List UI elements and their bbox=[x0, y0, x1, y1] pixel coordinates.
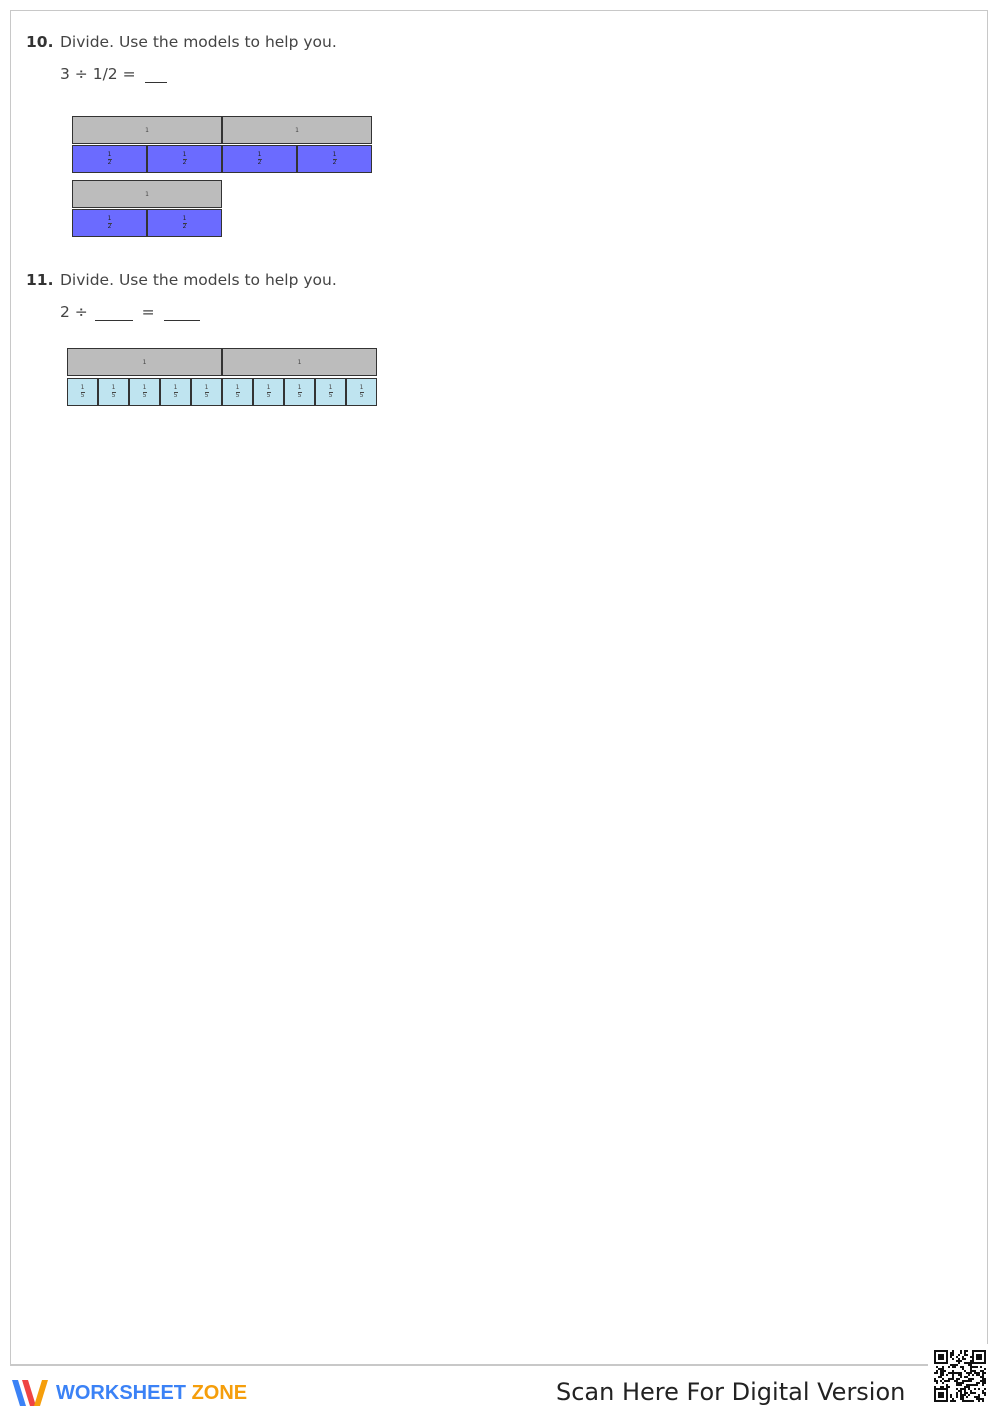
fraction-numerator: 1 bbox=[80, 384, 85, 392]
fraction-numerator: 1 bbox=[297, 384, 302, 392]
question-number: 10. bbox=[26, 33, 54, 51]
half-bar bbox=[222, 145, 297, 173]
worksheetzone-logo-icon bbox=[10, 1376, 50, 1410]
fraction-denominator: 5 bbox=[266, 391, 271, 399]
fraction-numerator: 1 bbox=[235, 384, 240, 392]
whole-bar bbox=[222, 348, 377, 376]
fraction-denominator: 2 bbox=[107, 222, 112, 230]
fraction-numerator: 1 bbox=[359, 384, 364, 392]
fifth-bar bbox=[284, 378, 315, 406]
fifth-bar bbox=[67, 378, 98, 406]
qr-code-icon[interactable] bbox=[928, 1344, 992, 1408]
whole-bar bbox=[72, 180, 222, 208]
fraction-denominator: 2 bbox=[257, 158, 262, 166]
half-bar bbox=[147, 209, 222, 237]
whole-bar bbox=[67, 348, 222, 376]
fraction-numerator: 1 bbox=[173, 384, 178, 392]
half-bar bbox=[147, 145, 222, 173]
fraction-numerator: 1 bbox=[111, 384, 116, 392]
fraction-denominator: 5 bbox=[111, 391, 116, 399]
fraction-denominator: 5 bbox=[142, 391, 147, 399]
question-11-equation bbox=[60, 302, 200, 321]
fraction-numerator: 1 bbox=[182, 151, 187, 159]
whole-row-1 bbox=[72, 116, 372, 144]
whole-label: 1 bbox=[295, 126, 299, 134]
brand-part1: WORKSHEET bbox=[56, 1381, 186, 1404]
fifth-bar bbox=[222, 378, 253, 406]
whole-label: 1 bbox=[142, 358, 147, 366]
whole-label: 1 bbox=[297, 358, 302, 366]
fraction-numerator: 1 bbox=[328, 384, 333, 392]
fraction-denominator: 5 bbox=[359, 391, 364, 399]
fraction-denominator: 2 bbox=[182, 222, 187, 230]
half-row-2 bbox=[72, 209, 222, 237]
fraction-numerator: 1 bbox=[182, 215, 187, 223]
fraction-numerator: 1 bbox=[332, 151, 337, 159]
fraction-denominator: 5 bbox=[328, 391, 333, 399]
question-11-header bbox=[26, 270, 337, 290]
half-bar bbox=[72, 209, 147, 237]
fifth-bar bbox=[129, 378, 160, 406]
question-10-equation bbox=[60, 64, 167, 83]
fraction-numerator: 1 bbox=[266, 384, 271, 392]
half-bar bbox=[72, 145, 147, 173]
fraction-denominator: 5 bbox=[173, 391, 178, 399]
question-11 bbox=[26, 270, 337, 321]
fraction-denominator: 5 bbox=[204, 391, 209, 399]
fifth-bar bbox=[253, 378, 284, 406]
fraction-numerator: 1 bbox=[107, 215, 112, 223]
whole-label: 1 bbox=[145, 190, 149, 198]
fifth-bar bbox=[160, 378, 191, 406]
answer-blank[interactable] bbox=[145, 64, 167, 83]
half-row-1 bbox=[72, 145, 372, 173]
fifth-row bbox=[67, 378, 377, 406]
fraction-denominator: 5 bbox=[297, 391, 302, 399]
question-instruction: Divide. Use the models to help you. bbox=[60, 33, 337, 51]
fifth-bar bbox=[191, 378, 222, 406]
fraction-denominator: 5 bbox=[235, 391, 240, 399]
fraction-numerator: 1 bbox=[204, 384, 209, 392]
fifth-bar bbox=[346, 378, 377, 406]
question-10-header bbox=[26, 32, 337, 52]
equals-sign: = bbox=[141, 303, 155, 321]
whole-row-2 bbox=[72, 180, 222, 208]
equation-text: 3 ÷ 1/2 = bbox=[60, 65, 136, 83]
footer-divider bbox=[10, 1365, 988, 1366]
whole-label: 1 bbox=[145, 126, 149, 134]
fraction-numerator: 1 bbox=[257, 151, 262, 159]
brand-logo bbox=[10, 1376, 247, 1410]
half-bar bbox=[297, 145, 372, 173]
answer-blank[interactable] bbox=[164, 302, 200, 321]
fraction-denominator: 2 bbox=[107, 158, 112, 166]
question-instruction: Divide. Use the models to help you. bbox=[60, 271, 337, 289]
whole-bar bbox=[222, 116, 372, 144]
fraction-numerator: 1 bbox=[107, 151, 112, 159]
whole-bar bbox=[72, 116, 222, 144]
fraction-denominator: 2 bbox=[332, 158, 337, 166]
fifth-bar bbox=[98, 378, 129, 406]
brand-part2: ZONE bbox=[191, 1381, 248, 1404]
question-number: 11. bbox=[26, 271, 54, 289]
question-10 bbox=[26, 32, 337, 83]
whole-row bbox=[67, 348, 377, 376]
fraction-denominator: 5 bbox=[80, 391, 85, 399]
fraction-denominator: 2 bbox=[182, 158, 187, 166]
equation-prefix: 2 ÷ bbox=[60, 303, 88, 321]
brand-name bbox=[56, 1382, 247, 1405]
fifth-bar bbox=[315, 378, 346, 406]
divisor-blank[interactable] bbox=[95, 302, 133, 321]
scan-instruction: Scan Here For Digital Version bbox=[556, 1378, 906, 1406]
fraction-numerator: 1 bbox=[142, 384, 147, 392]
